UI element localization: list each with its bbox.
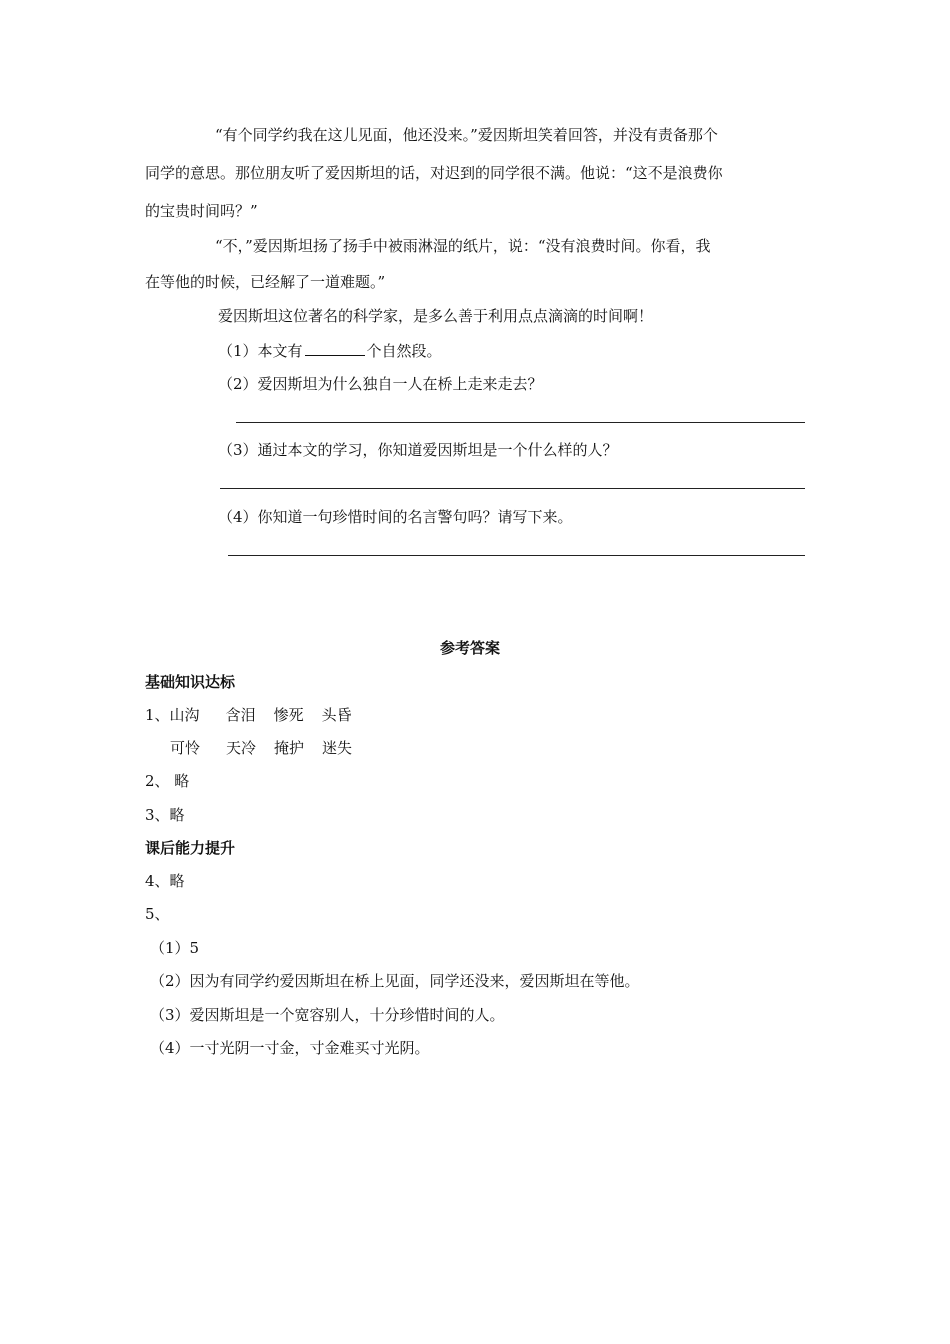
- question-4: （4）你知道一句珍惜时间的名言警句吗？请写下来。: [218, 508, 573, 526]
- passage-line: “有个同学约我在这儿见面，他还没来。”爱因斯坦笑着回答，并没有责备那个: [215, 126, 718, 144]
- passage-line: 的宝贵时间吗？”: [145, 202, 258, 220]
- answer-5-1: （1）5: [150, 939, 200, 957]
- question-2: （2）爱因斯坦为什么独自一人在桥上走来走去？: [218, 375, 543, 393]
- answer-word: 山沟: [169, 706, 200, 724]
- answer-word: 迷失: [322, 739, 353, 757]
- answer-word: 头昏: [321, 706, 352, 724]
- answer-word: 含泪: [225, 706, 256, 724]
- section-heading: 基础知识达标: [145, 673, 236, 691]
- answer-3: 3、略: [145, 806, 185, 824]
- answer-word: 天冷: [226, 739, 257, 757]
- passage-line: 在等他的时候，已经解了一道难题。”: [145, 273, 386, 291]
- passage-line: 爱因斯坦这位著名的科学家，是多么善于利用点点滴滴的时间啊！: [218, 307, 654, 325]
- passage-line: “不，”爱因斯坦扬了扬手中被雨淋湿的纸片，说：“没有浪费时间。你看，我: [215, 237, 711, 255]
- question-1: [218, 341, 442, 361]
- answer-1-row2: [170, 738, 352, 758]
- answer-4: 4、略: [145, 872, 185, 890]
- answer-blank[interactable]: [305, 341, 365, 356]
- passage-line: 同学的意思。那位朋友听了爱因斯坦的话，对迟到的同学很不满。他说：“这不是浪费你: [145, 164, 723, 182]
- answer-word: 可怜: [170, 739, 201, 757]
- answer-2: 2、 略: [145, 772, 190, 790]
- answer-1: [145, 705, 352, 725]
- question-1-prefix: （1）本文有: [218, 342, 303, 360]
- answer-word: 掩护: [274, 739, 305, 757]
- answers-title: 参考答案: [440, 639, 501, 657]
- answer-line[interactable]: [228, 555, 805, 556]
- answer-5-2: （2）因为有同学约爱因斯坦在桥上见面，同学还没来，爱因斯坦在等他。: [150, 972, 640, 990]
- section-heading: 课后能力提升: [145, 839, 236, 857]
- answer-5-4: （4）一寸光阴一寸金，寸金难买寸光阴。: [150, 1039, 430, 1057]
- answer-label: 1、: [145, 706, 170, 724]
- answer-word: 惨死: [273, 706, 304, 724]
- question-1-suffix: 个自然段。: [366, 342, 442, 360]
- answer-5-3: （3）爱因斯坦是一个宽容别人，十分珍惜时间的人。: [150, 1006, 505, 1024]
- answer-line[interactable]: [220, 488, 805, 489]
- question-3: （3）通过本文的学习，你知道爱因斯坦是一个什么样的人？: [218, 441, 618, 459]
- answer-line[interactable]: [236, 422, 805, 423]
- answer-5: 5、: [145, 905, 170, 923]
